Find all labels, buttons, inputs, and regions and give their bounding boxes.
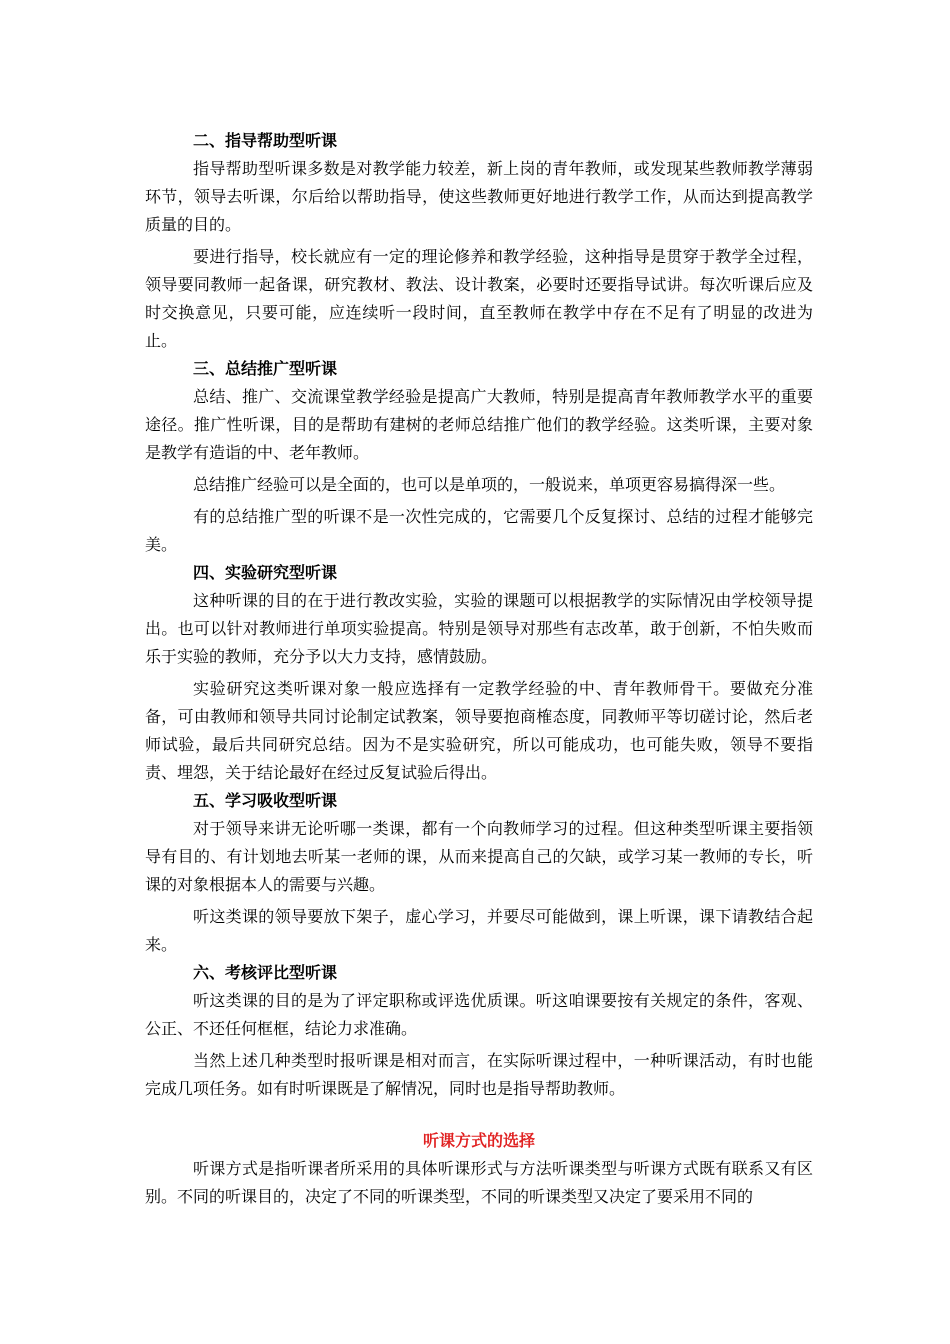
paragraph: 对于领导来讲无论听哪一类课，都有一个向教师学习的过程。但这种类型听课主要指领导有目的、有计划地去听某一老师的课，从而来提高自己的欠缺，或学习某一教师的专长，听课的对象根据本人的需要与兴趣。 [145,819,813,894]
paragraph: 指导帮助型听课多数是对教学能力较差，新上岗的青年教师，或发现某些教师教学薄弱环节，领导去听课，尔后给以帮助指导，使这些教师更好地进行教学工作，从而达到提高教学质量的目的。 [145,159,813,234]
document-page [145,127,813,1211]
section-assessment-evaluation [145,959,813,1103]
section-title: 听课方式的选择 [422,1131,535,1150]
paragraph: 当然上述几种类型时报听课是相对而言，在实际听课过程中，一种听课活动，有时也能完成几项任务。如有时听课既是了解情况，同时也是指导帮助教师。 [145,1051,813,1098]
section-learning-absorption [145,787,813,959]
paragraph: 总结推广经验可以是全面的，也可以是单项的，一般说来，单项更容易搞得深一些。 [193,475,786,494]
section-heading: 五、学习吸收型听课 [193,791,338,810]
paragraph: 听这类课的目的是为了评定职称或评选优质课。听这咱课要按有关规定的条件，客观、公正、不还任何框框，结论力求准确。 [145,991,813,1038]
section-heading: 三、总结推广型听课 [193,359,338,378]
paragraph: 总结、推广、交流课堂教学经验是提高广大教师，特别是提高青年教师教学水平的重要途径。推广性听课，目的是帮助有建树的老师总结推广他们的教学经验。这类听课，主要对象是教学有造诣的中、老年教师。 [145,387,813,462]
paragraph: 有的总结推广型的听课不是一次性完成的，它需要几个反复探讨、总结的过程才能够完美。 [145,507,813,554]
paragraph: 要进行指导，校长就应有一定的理论修养和教学经验，这种指导是贯穿于教学全过程，领导要同教师一起备课，研究教材、教法、设计教案，必要时还要指导试讲。每次听课后应及时交换意见，只要可能，应连续听一段时间，直至教师在教学中存在不足有了明显的改进为止。 [145,247,813,350]
section-heading: 六、考核评比型听课 [193,963,338,982]
section-summary-promotion [145,355,813,559]
section-experimental-research [145,559,813,787]
section-guidance [145,127,813,355]
paragraph: 实验研究这类听课对象一般应选择有一定教学经验的中、青年教师骨干。要做充分准备，可由教师和领导共同讨论制定试教案，领导要抱商榷态度，同教师平等切磋讨论，然后老师试验，最后共同研究总结。因为不是实验研究，所以可能成功，也可能失败，领导不要指责、埋怨，关于结论最好在经过反复试验后得出。 [145,679,813,782]
paragraph: 听这类课的领导要放下架子，虚心学习，并要尽可能做到，课上听课，课下请教结合起来。 [145,907,813,954]
paragraph: 这种听课的目的在于进行教改实验，实验的课题可以根据教学的实际情况由学校领导提出。也可以针对教师进行单项实验提高。特别是领导对那些有志改革，敢于创新，不怕失败而乐于实验的教师，充分予以大力支持，感情鼓励。 [145,591,813,666]
section-heading: 四、实验研究型听课 [193,563,338,582]
section-heading: 二、指导帮助型听课 [193,131,338,150]
closing-paragraph: 听课方式是指听课者所采用的具体听课形式与方法听课类型与听课方式既有联系又有区别。不同的听课目的，决定了不同的听课类型，不同的听课类型又决定了要采用不同的 [145,1159,813,1206]
